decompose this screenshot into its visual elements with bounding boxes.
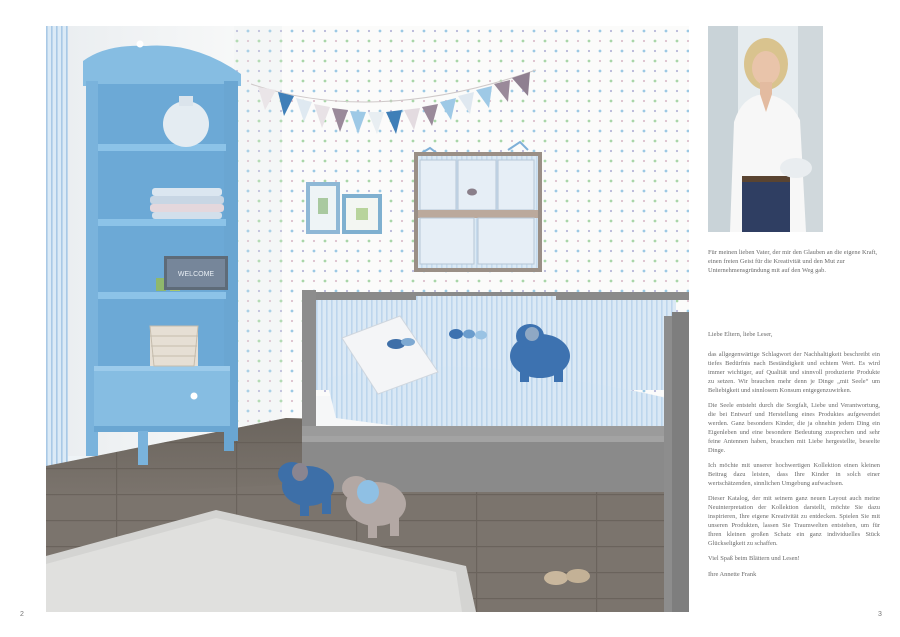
- page-number-right: 3: [878, 611, 882, 618]
- author-portrait: [708, 26, 823, 232]
- cabinet: [83, 41, 241, 466]
- nursery-photo: [46, 26, 689, 612]
- letter-greeting: Liebe Eltern, liebe Leser,: [708, 331, 773, 338]
- letter-paragraph: das allgegenwärtige Schlagwort der Nachhaltigkeit beschreibt ein tiefes Bedürfnis nach Beständigkeit und echtem Wert. Es wird immer wichtiger, auf Qualität und sinnvoll produzierte Produkte zu setzen. Wir brauchen mehr denn je Dinge „mit Seele“ um Beliebigkeit und sinnlosem Konsum entgegenzuwirken.: [708, 350, 880, 394]
- page-number-left: 2: [20, 611, 24, 618]
- letter-paragraph: Viel Spaß beim Blättern und Lesen!: [708, 555, 800, 563]
- dedication-caption: Für meinen lieben Vater, der mir den Glauben an die eigene Kraft, einen freien Geist für die Kreativität und den Mut zur Unternehmensgründung mit auf den Weg gab.: [708, 249, 878, 274]
- letter-signature: Ihre Annette Frank: [708, 570, 757, 578]
- letter-paragraph: Die Seele entsteht durch die Sorgfalt, Liebe und Verantwortung, die bei Entwurf und Herstellung eines Produktes aufgewendet werden. Ganz besonders Kinder, die ja ohnehin jedem Ding ein Eigenleben und eine besondere Bedeutung zusprechen und sehr feine Antennen haben, brauchen mit Liebe hergestellte, beseelte Dinge.: [708, 402, 880, 454]
- letter-paragraph: Ich möchte mit unserer hochwertigen Kollektion einen kleinen Beitrag dazu leisten, dass Ihre Kinder in solch einer wertschätzenden, sinnlichen Umgebung aufwachsen.: [708, 462, 880, 487]
- editorial-letter: [708, 331, 880, 586]
- letter-paragraph: Dieser Katalog, der mit seinem ganz neuen Layout auch meine Neuinterpretation der Kollektion darstellt, möchte Sie dazu inspirieren, Ihre eigene Kreativität zu entdecken. Spielen Sie mit unseren Produkten, lassen Sie Traumwelten entstehen, um für Ihren kleinen großen Schatz ein ganz individuelles Stück Glückseligkeit zu schaffen.: [708, 495, 880, 547]
- sign-text: WELCOME: [177, 271, 215, 278]
- wall-pocket-organizer: [414, 142, 542, 272]
